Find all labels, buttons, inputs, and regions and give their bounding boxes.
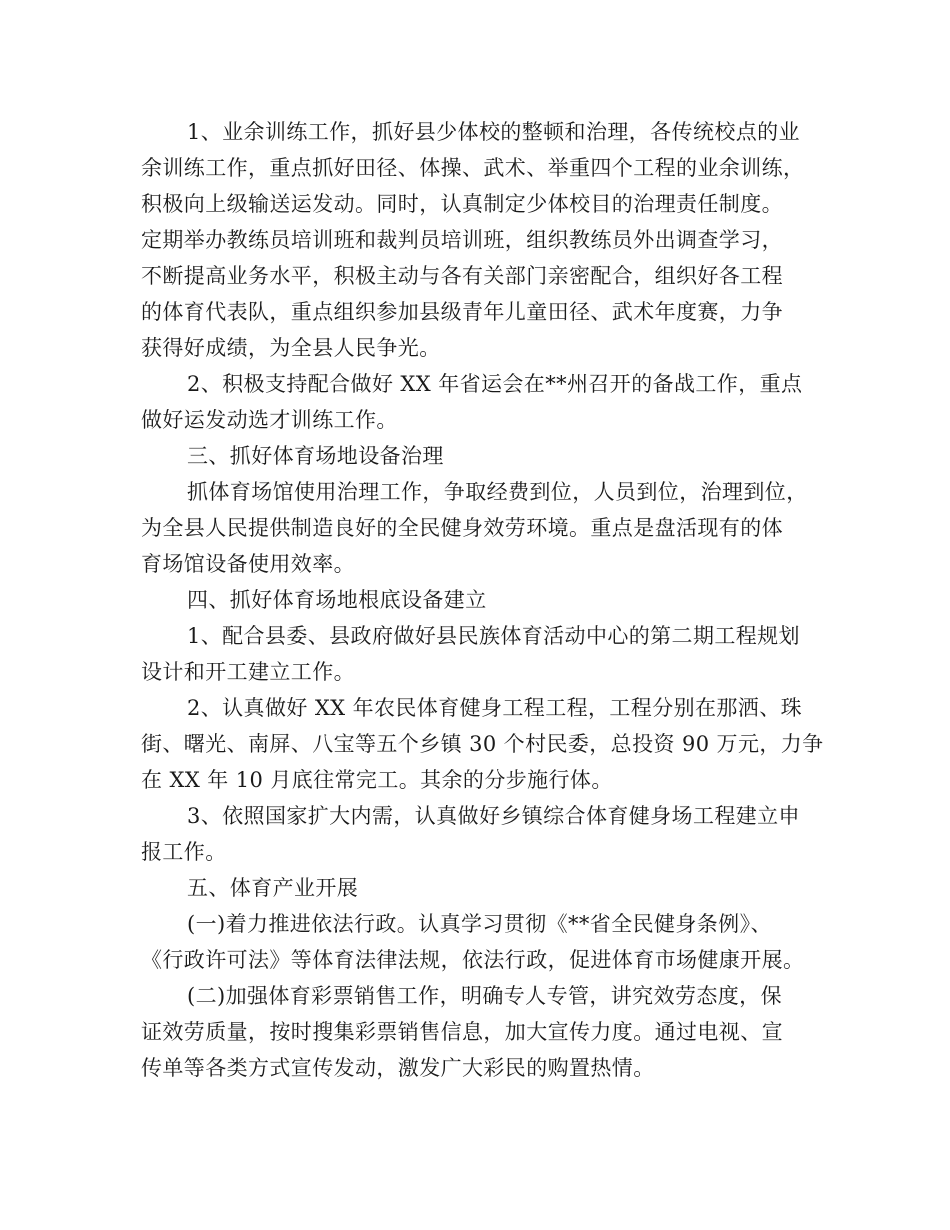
text-line: 2、认真做好 XX 年农民体育健身工程工程，工程分别在那洒、珠 <box>187 696 803 720</box>
section-heading: 五、体育产业开展 <box>187 876 359 900</box>
text-line: 证效劳质量，按时搜集彩票销售信息，加大宣传力度。通过电视、宣 <box>141 1020 783 1044</box>
text-line: 1、配合县委、县政府做好县民族体育活动中心的第二期工程规划 <box>187 624 800 648</box>
text-line: 育场馆设备使用效率。 <box>141 552 355 576</box>
text-line: 设计和开工建立工作。 <box>141 660 355 684</box>
text-line: (二)加强体育彩票销售工作，明确专人专管，讲究效劳态度，保 <box>187 984 782 1008</box>
text-line: 在 XX 年 10 月底往常完工。其余的分步施行体。 <box>141 768 613 792</box>
text-line: 定期举办教练员培训班和裁判员培训班，组织教练员外出调查学习， <box>141 228 783 252</box>
text-line: 不断提高业务水平，积极主动与各有关部门亲密配合，组织好各工程 <box>141 264 783 288</box>
text-line: 1、业余训练工作，抓好县少体校的整顿和治理，各传统校点的业 <box>187 120 800 144</box>
section-heading: 三、抓好体育场地设备治理 <box>187 444 444 468</box>
text-line: 2、积极支持配合做好 XX 年省运会在**州召开的备战工作，重点 <box>187 372 803 396</box>
section-heading: 四、抓好体育场地根底设备建立 <box>187 588 487 612</box>
text-line: 积极向上级输送运发动。同时，认真制定少体校目的治理责任制度。 <box>141 192 783 216</box>
text-line: 传单等各类方式宣传发动，激发广大彩民的购置热情。 <box>141 1056 655 1080</box>
text-line: 报工作。 <box>141 840 227 864</box>
text-line: 余训练工作，重点抓好田径、体操、武术、举重四个工程的业余训练， <box>141 156 805 180</box>
text-line: (一)着力推进依法行政。认真学习贯彻《**省全民健身条例》、 <box>187 912 772 936</box>
text-line: 为全县人民提供制造良好的全民健身效劳环境。重点是盘活现有的体 <box>141 516 783 540</box>
text-line: 《行政许可法》等体育法律法规，依法行政，促进体育市场健康开展。 <box>141 948 805 972</box>
text-line: 做好运发动选才训练工作。 <box>141 408 398 432</box>
text-line: 街、曙光、南屏、八宝等五个乡镇 30 个村民委，总投资 90 万元，力争 <box>141 732 824 756</box>
text-line: 获得好成绩，为全县人民争光。 <box>141 336 441 360</box>
text-line: 抓体育场馆使用治理工作，争取经费到位，人员到位，治理到位， <box>187 480 808 504</box>
text-line: 3、依照国家扩大内需，认真做好乡镇综合体育健身场工程建立申 <box>187 804 800 828</box>
text-line: 的体育代表队，重点组织参加县级青年儿童田径、武术年度赛，力争 <box>141 300 783 324</box>
